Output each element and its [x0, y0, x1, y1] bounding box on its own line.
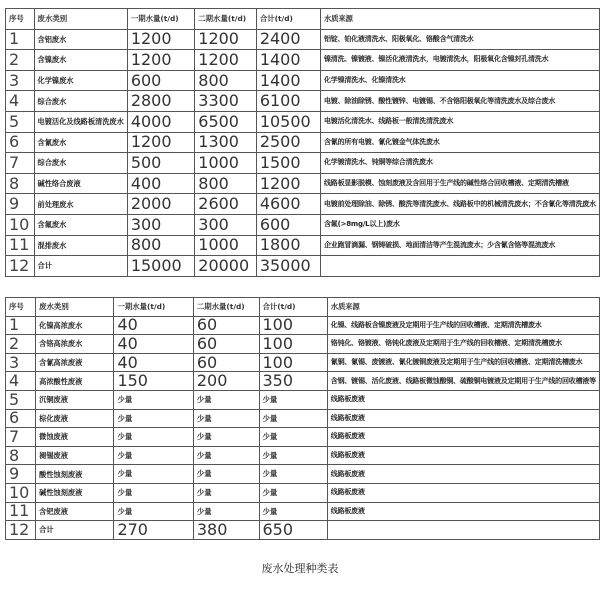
cell-serial-no: 8 [6, 446, 36, 465]
cell-serial-no: 3 [6, 353, 36, 372]
cell-total-volume: 350 [259, 372, 327, 391]
cell-source: 铬钝化、铬镀液、铬钝化废液及定期用于生产线的回收槽液、定期清洗槽废水 [327, 335, 599, 354]
table-row [6, 372, 600, 391]
cell-total-volume: 1400 [256, 70, 320, 91]
cell-source: 线路板显影脱模、蚀刻废液及含回用于生产线的碱性络合回收槽液、定期清洗槽液 [320, 173, 599, 194]
cell-source [327, 521, 599, 540]
cell-phase1-volume: 少量 [114, 428, 193, 447]
cell-total-volume: 35000 [256, 256, 320, 277]
cell-total-volume: 2500 [256, 132, 320, 153]
cell-serial-no: 2 [6, 335, 36, 354]
cell-phase2-volume: 300 [195, 214, 257, 235]
table-row [6, 173, 600, 194]
cell-phase2-volume: 380 [193, 521, 259, 540]
cell-serial-no: 11 [6, 502, 36, 521]
cell-phase1-volume: 800 [127, 235, 194, 256]
wastewater-table-1 [5, 8, 600, 277]
cell-wastewater-type: 酸性蚀刻废液 [36, 465, 114, 484]
cell-wastewater-type: 微蚀废液 [36, 428, 114, 447]
column-header: 合计(t/d) [256, 9, 320, 30]
cell-total-volume: 少量 [259, 465, 327, 484]
cell-wastewater-type: 高浓酸性废液 [36, 372, 114, 391]
cell-source: 线路板废液 [327, 390, 599, 409]
cell-wastewater-type: 前处理废水 [34, 194, 127, 215]
column-header: 一期水量(t/d) [114, 298, 193, 317]
cell-total-volume: 600 [256, 214, 320, 235]
column-header: 水质来源 [320, 9, 599, 30]
cell-serial-no: 2 [6, 50, 35, 71]
cell-total-volume: 少量 [259, 483, 327, 502]
table-row [6, 194, 600, 215]
cell-wastewater-type: 合计 [36, 521, 114, 540]
cell-source: 电镀前处理除油、除锈、酸洗等清洗废水、线路板中的机械清洗废水；不含氰化等清洗废水 [320, 194, 599, 215]
cell-total-volume: 650 [259, 521, 327, 540]
column-header: 序号 [6, 298, 36, 317]
table-row [6, 428, 600, 447]
cell-wastewater-type: 含铝废水 [34, 29, 127, 50]
cell-serial-no: 4 [6, 91, 35, 112]
cell-phase2-volume: 少量 [193, 428, 259, 447]
cell-serial-no: 8 [6, 173, 35, 194]
cell-total-volume: 1200 [256, 173, 320, 194]
cell-serial-no: 9 [6, 194, 35, 215]
table-row [6, 50, 600, 71]
column-header: 一期水量(t/d) [127, 9, 194, 30]
cell-phase2-volume: 60 [193, 353, 259, 372]
cell-phase1-volume: 500 [127, 153, 194, 174]
cell-source: 含氟(>8mg/L以上)废水 [320, 214, 599, 235]
cell-serial-no: 1 [6, 316, 36, 335]
cell-source: 电镀、除油除锈、酸性镀锌、电镀锡、不含铬阳极氧化等清洗废水及综合废水 [320, 91, 599, 112]
cell-phase2-volume: 少量 [193, 409, 259, 428]
table-row [6, 70, 600, 91]
cell-total-volume: 少量 [259, 428, 327, 447]
cell-phase1-volume: 40 [114, 316, 193, 335]
cell-serial-no: 5 [6, 390, 36, 409]
cell-phase1-volume: 少量 [114, 483, 193, 502]
cell-source: 线路板废液 [327, 446, 599, 465]
cell-phase1-volume: 2800 [127, 91, 194, 112]
table-row [6, 409, 600, 428]
cell-phase2-volume: 2600 [195, 194, 257, 215]
cell-phase1-volume: 少量 [114, 409, 193, 428]
table-caption: 废水处理种类表 [261, 562, 339, 575]
cell-source [320, 256, 599, 277]
column-header: 合计(t/d) [259, 298, 327, 317]
table-row [6, 153, 600, 174]
cell-wastewater-type: 含氟废水 [34, 214, 127, 235]
table-row [6, 214, 600, 235]
cell-wastewater-type: 含镍废水 [34, 50, 127, 71]
cell-wastewater-type: 碱性蚀刻废液 [36, 483, 114, 502]
cell-total-volume: 6100 [256, 91, 320, 112]
cell-source: 化学镍清洗水、化镍清洗水 [320, 70, 599, 91]
cell-serial-no: 12 [6, 256, 35, 277]
cell-phase2-volume: 20000 [195, 256, 257, 277]
cell-wastewater-type: 电镀活化及线路板清洗废水 [34, 111, 127, 132]
cell-serial-no: 10 [6, 214, 35, 235]
cell-phase1-volume: 少量 [114, 502, 193, 521]
cell-phase2-volume: 800 [195, 173, 257, 194]
cell-total-volume: 1400 [256, 50, 320, 71]
table-row [6, 465, 600, 484]
cell-phase1-volume: 600 [127, 70, 194, 91]
cell-phase2-volume: 1200 [195, 29, 257, 50]
table-row [6, 316, 600, 335]
table-row [6, 521, 600, 540]
cell-wastewater-type: 综合废水 [34, 91, 127, 112]
cell-phase2-volume: 少量 [193, 502, 259, 521]
cell-source: 化学镀清洗水、钝铜等综合清洗废水 [320, 153, 599, 174]
cell-source: 线路板废液 [327, 483, 599, 502]
cell-serial-no: 3 [6, 70, 35, 91]
table-row [6, 446, 600, 465]
table-row [6, 390, 600, 409]
cell-phase1-volume: 40 [114, 353, 193, 372]
cell-wastewater-type: 综合废水 [34, 153, 127, 174]
cell-phase2-volume: 60 [193, 335, 259, 354]
header-row [6, 298, 600, 317]
cell-total-volume: 少量 [259, 502, 327, 521]
table-row [6, 235, 600, 256]
cell-total-volume: 1800 [256, 235, 320, 256]
cell-total-volume: 100 [259, 353, 327, 372]
cell-serial-no: 9 [6, 465, 36, 484]
cell-total-volume: 少量 [259, 409, 327, 428]
cell-serial-no: 11 [6, 235, 35, 256]
column-header: 废水类别 [36, 298, 114, 317]
column-header: 序号 [6, 9, 35, 30]
table-row [6, 91, 600, 112]
cell-phase1-volume: 少量 [114, 465, 193, 484]
table-row [6, 353, 600, 372]
cell-serial-no: 10 [6, 483, 36, 502]
cell-total-volume: 100 [259, 335, 327, 354]
cell-wastewater-type: 化学镍废水 [34, 70, 127, 91]
cell-phase1-volume: 1200 [127, 132, 194, 153]
cell-wastewater-type: 含氰高浓废液 [36, 353, 114, 372]
cell-phase1-volume: 300 [127, 214, 194, 235]
cell-total-volume: 1500 [256, 153, 320, 174]
cell-phase2-volume: 6500 [195, 111, 257, 132]
cell-wastewater-type: 化镍高浓废水 [36, 316, 114, 335]
table-row [6, 111, 600, 132]
table-row [6, 483, 600, 502]
cell-source: 含钢、镀锡、活化废液、线路板微蚀酸铜、硫酸铜电镀液及定期用于生产线的回收槽液等 [327, 372, 599, 391]
cell-wastewater-type: 棕化废液 [36, 409, 114, 428]
cell-phase2-volume: 少量 [193, 446, 259, 465]
cell-wastewater-type: 含钯废液 [36, 502, 114, 521]
cell-wastewater-type: 碱性络合废液 [34, 173, 127, 194]
cell-phase2-volume: 3300 [195, 91, 257, 112]
wastewater-table-2 [5, 297, 600, 540]
table-row [6, 29, 600, 50]
table-row [6, 256, 600, 277]
cell-wastewater-type: 含铬高浓废水 [36, 335, 114, 354]
cell-serial-no: 7 [6, 428, 36, 447]
cell-phase2-volume: 1200 [195, 50, 257, 71]
cell-total-volume: 10500 [256, 111, 320, 132]
cell-total-volume: 少量 [259, 446, 327, 465]
cell-wastewater-type: 含氰废水 [34, 132, 127, 153]
cell-source: 电镀活化清洗水、线路板一般清洗清洗废水 [320, 111, 599, 132]
column-header: 废水类别 [34, 9, 127, 30]
cell-phase1-volume: 400 [127, 173, 194, 194]
cell-phase2-volume: 200 [193, 372, 259, 391]
cell-phase1-volume: 少量 [114, 390, 193, 409]
cell-source: 含氰的所有电镀、氰化镀金气体洗废水 [320, 132, 599, 153]
cell-serial-no: 6 [6, 132, 35, 153]
column-header: 水质来源 [327, 298, 599, 317]
cell-serial-no: 7 [6, 153, 35, 174]
cell-serial-no: 4 [6, 372, 36, 391]
cell-phase1-volume: 1200 [127, 50, 194, 71]
cell-total-volume: 少量 [259, 390, 327, 409]
cell-source: 铝锭、铂化液清洗水、阳极氧化、铬酸含气清洗水 [320, 29, 599, 50]
cell-total-volume: 100 [259, 316, 327, 335]
cell-phase1-volume: 2000 [127, 194, 194, 215]
cell-source: 化镍、线路板含镍废液及定期用于生产线的回收槽液、定期清洗槽废水 [327, 316, 599, 335]
cell-phase2-volume: 60 [193, 316, 259, 335]
cell-phase1-volume: 1200 [127, 29, 194, 50]
cell-source: 线路板废液 [327, 465, 599, 484]
cell-source: 线路板废液 [327, 409, 599, 428]
cell-wastewater-type: 混排废水 [34, 235, 127, 256]
cell-phase1-volume: 4000 [127, 111, 194, 132]
column-header: 二期水量(t/d) [195, 9, 257, 30]
cell-wastewater-type: 合计 [34, 256, 127, 277]
cell-phase2-volume: 少量 [193, 483, 259, 502]
header-row [6, 9, 600, 30]
cell-serial-no: 6 [6, 409, 36, 428]
cell-serial-no: 1 [6, 29, 35, 50]
cell-source: 企业跑冒滴漏、钢铸破损、地面清洁等产生混流废水；少含氰含铬等混流废水 [320, 235, 599, 256]
cell-wastewater-type: 褪锡废液 [36, 446, 114, 465]
cell-source: 线路板废液 [327, 502, 599, 521]
cell-serial-no: 12 [6, 521, 36, 540]
cell-source: 线路板废液 [327, 428, 599, 447]
cell-phase2-volume: 少量 [193, 465, 259, 484]
cell-phase2-volume: 1000 [195, 153, 257, 174]
cell-phase2-volume: 少量 [193, 390, 259, 409]
cell-phase2-volume: 800 [195, 70, 257, 91]
table-row [6, 502, 600, 521]
cell-phase2-volume: 1300 [195, 132, 257, 153]
cell-serial-no: 5 [6, 111, 35, 132]
column-header: 二期水量(t/d) [193, 298, 259, 317]
cell-total-volume: 2400 [256, 29, 320, 50]
table-row [6, 335, 600, 354]
cell-phase2-volume: 1000 [195, 235, 257, 256]
cell-phase1-volume: 150 [114, 372, 193, 391]
cell-phase1-volume: 270 [114, 521, 193, 540]
cell-phase1-volume: 15000 [127, 256, 194, 277]
cell-total-volume: 4600 [256, 194, 320, 215]
cell-source: 镍清洗、镍镀液、镍活化液清洗水，电镀清洗水，阳极氧化含镍封孔清洗水 [320, 50, 599, 71]
cell-source: 氰铜、氰锡、废镀液、氰化镀铜废液及定期用于生产线的回收槽液、定期清洗槽废水 [327, 353, 599, 372]
cell-phase1-volume: 40 [114, 335, 193, 354]
cell-wastewater-type: 沉铜废液 [36, 390, 114, 409]
table-row [6, 132, 600, 153]
cell-phase1-volume: 少量 [114, 446, 193, 465]
